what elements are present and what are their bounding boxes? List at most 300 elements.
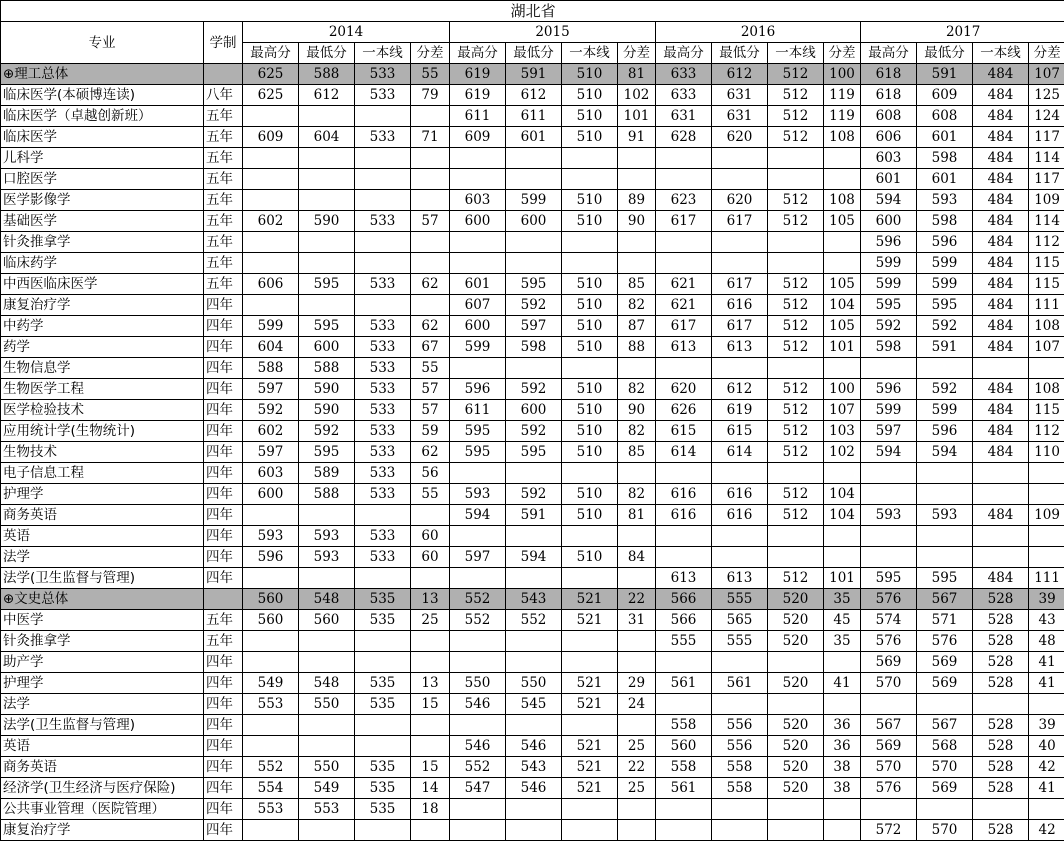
duration-cell: 四年 <box>204 694 243 715</box>
min-score-cell: 567 <box>917 589 973 610</box>
table-row <box>1 610 1064 631</box>
max-score-cell: 633 <box>656 85 712 106</box>
score-diff-cell <box>411 736 450 757</box>
score-diff-cell: 35 <box>824 631 861 652</box>
max-score-cell <box>450 526 506 547</box>
tier1-line-cell: 484 <box>973 127 1029 148</box>
score-diff-cell: 62 <box>411 442 450 463</box>
score-diff-cell: 25 <box>618 778 656 799</box>
metric-header-line: 一本线 <box>973 43 1029 64</box>
tier1-line-cell: 533 <box>355 274 411 295</box>
max-score-cell: 553 <box>243 694 299 715</box>
score-diff-cell <box>824 463 861 484</box>
duration-cell: 四年 <box>204 358 243 379</box>
min-score-cell: 588 <box>299 358 355 379</box>
score-diff-cell: 104 <box>824 484 861 505</box>
min-score-cell: 552 <box>506 610 562 631</box>
min-score-cell: 600 <box>506 400 562 421</box>
max-score-cell: 599 <box>243 316 299 337</box>
score-diff-cell <box>618 820 656 841</box>
tier1-line-cell: 521 <box>562 757 618 778</box>
major-header: 专业 <box>1 22 204 64</box>
max-score-cell: 619 <box>450 64 506 85</box>
duration-cell: 四年 <box>204 652 243 673</box>
max-score-cell: 633 <box>656 64 712 85</box>
score-diff-cell: 62 <box>411 274 450 295</box>
score-diff-cell <box>1029 358 1064 379</box>
min-score-cell <box>506 652 562 673</box>
tier1-line-cell: 512 <box>768 211 824 232</box>
tier1-line-cell: 528 <box>973 631 1029 652</box>
tier1-line-cell: 533 <box>355 358 411 379</box>
major-name: 康复治疗学 <box>1 295 204 316</box>
min-score-cell: 595 <box>299 442 355 463</box>
max-score-cell <box>450 463 506 484</box>
max-score-cell: 601 <box>861 169 917 190</box>
max-score-cell <box>450 148 506 169</box>
tier1-line-cell <box>768 799 824 820</box>
tier1-line-cell: 533 <box>355 400 411 421</box>
duration-cell: 四年 <box>204 547 243 568</box>
tier1-line-cell <box>768 253 824 274</box>
score-diff-cell <box>411 820 450 841</box>
max-score-cell: 611 <box>450 400 506 421</box>
max-score-cell <box>243 169 299 190</box>
duration-cell: 五年 <box>204 232 243 253</box>
max-score-cell <box>243 148 299 169</box>
max-score-cell <box>243 568 299 589</box>
max-score-cell <box>861 484 917 505</box>
min-score-cell: 631 <box>712 106 768 127</box>
max-score-cell <box>861 694 917 715</box>
max-score-cell: 618 <box>861 64 917 85</box>
max-score-cell <box>450 232 506 253</box>
score-diff-cell: 85 <box>618 274 656 295</box>
min-score-cell <box>917 799 973 820</box>
major-name: 医学检验技术 <box>1 400 204 421</box>
tier1-line-cell: 520 <box>768 610 824 631</box>
max-score-cell: 600 <box>861 211 917 232</box>
max-score-cell: 558 <box>656 715 712 736</box>
major-name: 电子信息工程 <box>1 463 204 484</box>
tier1-line-cell: 510 <box>562 400 618 421</box>
min-score-cell: 591 <box>506 505 562 526</box>
max-score-cell: 609 <box>450 127 506 148</box>
min-score-cell <box>299 232 355 253</box>
min-score-cell <box>917 463 973 484</box>
score-diff-cell: 25 <box>618 736 656 757</box>
metric-header-line: 一本线 <box>768 43 824 64</box>
score-diff-cell <box>411 652 450 673</box>
max-score-cell: 567 <box>861 715 917 736</box>
score-diff-cell: 71 <box>411 127 450 148</box>
major-name: 公共事业管理（医院管理） <box>1 799 204 820</box>
score-diff-cell: 112 <box>1029 421 1064 442</box>
score-diff-cell: 60 <box>411 547 450 568</box>
table-row <box>1 715 1064 736</box>
score-diff-cell: 115 <box>1029 400 1064 421</box>
max-score-cell: 606 <box>861 127 917 148</box>
score-diff-cell: 103 <box>824 421 861 442</box>
min-score-cell <box>712 526 768 547</box>
min-score-cell: 601 <box>506 127 562 148</box>
min-score-cell: 589 <box>299 463 355 484</box>
max-score-cell: 594 <box>861 190 917 211</box>
score-diff-cell: 56 <box>411 463 450 484</box>
score-diff-cell: 57 <box>411 211 450 232</box>
table-row <box>1 337 1064 358</box>
major-name: 生物信息学 <box>1 358 204 379</box>
max-score-cell: 552 <box>243 757 299 778</box>
tier1-line-cell: 512 <box>768 64 824 85</box>
year-header-2014: 2014 <box>243 22 450 43</box>
min-score-cell <box>299 652 355 673</box>
table-row <box>1 169 1064 190</box>
major-name: 法学 <box>1 547 204 568</box>
tier1-line-cell: 510 <box>562 484 618 505</box>
tier1-line-cell <box>562 652 618 673</box>
table-row <box>1 421 1064 442</box>
score-diff-cell: 104 <box>824 295 861 316</box>
score-diff-cell: 110 <box>1029 442 1064 463</box>
score-diff-cell: 67 <box>411 337 450 358</box>
tier1-line-cell: 484 <box>973 64 1029 85</box>
score-diff-cell: 107 <box>824 400 861 421</box>
max-score-cell: 576 <box>861 631 917 652</box>
table-row <box>1 694 1064 715</box>
min-score-cell: 548 <box>299 589 355 610</box>
min-score-cell: 611 <box>506 106 562 127</box>
min-score-cell <box>506 148 562 169</box>
score-diff-cell: 119 <box>824 106 861 127</box>
min-score-cell: 546 <box>506 736 562 757</box>
score-diff-cell: 101 <box>824 568 861 589</box>
tier1-line-cell: 512 <box>768 400 824 421</box>
min-score-cell: 561 <box>712 673 768 694</box>
score-diff-cell: 82 <box>618 421 656 442</box>
score-diff-cell <box>824 547 861 568</box>
min-score-cell: 597 <box>506 316 562 337</box>
min-score-cell: 616 <box>712 505 768 526</box>
max-score-cell: 597 <box>243 379 299 400</box>
score-diff-cell: 108 <box>1029 316 1064 337</box>
max-score-cell <box>243 253 299 274</box>
duration-cell: 四年 <box>204 820 243 841</box>
max-score-cell: 595 <box>450 421 506 442</box>
tier1-line-cell: 528 <box>973 673 1029 694</box>
score-diff-cell: 79 <box>411 85 450 106</box>
tier1-line-cell: 521 <box>562 778 618 799</box>
tier1-line-cell <box>973 547 1029 568</box>
table-row <box>1 148 1064 169</box>
max-score-cell: 596 <box>450 379 506 400</box>
score-diff-cell: 59 <box>411 421 450 442</box>
min-score-cell: 599 <box>917 253 973 274</box>
major-name: 临床医学(本硕博连读) <box>1 85 204 106</box>
max-score-cell <box>243 652 299 673</box>
min-score-cell: 556 <box>712 715 768 736</box>
tier1-line-cell <box>768 694 824 715</box>
max-score-cell: 620 <box>656 379 712 400</box>
max-score-cell <box>656 820 712 841</box>
tier1-line-cell: 533 <box>355 85 411 106</box>
min-score-cell <box>506 253 562 274</box>
max-score-cell: 566 <box>656 610 712 631</box>
min-score-cell: 569 <box>917 652 973 673</box>
min-score-cell: 600 <box>299 337 355 358</box>
max-score-cell: 588 <box>243 358 299 379</box>
max-score-cell <box>861 526 917 547</box>
tier1-line-cell: 520 <box>768 589 824 610</box>
tier1-line-cell <box>355 253 411 274</box>
max-score-cell: 619 <box>450 85 506 106</box>
duration-cell: 四年 <box>204 421 243 442</box>
major-name: 康复治疗学 <box>1 820 204 841</box>
tier1-line-cell <box>562 169 618 190</box>
tier1-line-cell: 535 <box>355 778 411 799</box>
score-diff-cell: 90 <box>618 400 656 421</box>
max-score-cell: 558 <box>656 757 712 778</box>
tier1-line-cell: 510 <box>562 274 618 295</box>
min-score-cell: 595 <box>299 274 355 295</box>
score-diff-cell: 41 <box>824 673 861 694</box>
min-score-cell: 616 <box>712 295 768 316</box>
max-score-cell: 626 <box>656 400 712 421</box>
score-diff-cell: 39 <box>1029 589 1064 610</box>
max-score-cell <box>656 463 712 484</box>
max-score-cell: 617 <box>656 211 712 232</box>
metric-header-diff: 分差 <box>618 43 656 64</box>
tier1-line-cell: 528 <box>973 736 1029 757</box>
score-diff-cell: 88 <box>618 337 656 358</box>
score-diff-cell <box>824 148 861 169</box>
tier1-line-cell: 512 <box>768 484 824 505</box>
tier1-line-cell: 512 <box>768 274 824 295</box>
min-score-cell <box>917 358 973 379</box>
duration-cell: 四年 <box>204 463 243 484</box>
min-score-cell: 593 <box>917 505 973 526</box>
tier1-line-cell <box>973 799 1029 820</box>
summary-label: ⊕文史总体 <box>1 589 204 610</box>
duration-cell: 四年 <box>204 316 243 337</box>
min-score-cell <box>299 631 355 652</box>
major-name: 临床医学（卓越创新班） <box>1 106 204 127</box>
tier1-line-cell: 484 <box>973 421 1029 442</box>
max-score-cell: 631 <box>656 106 712 127</box>
province-title: 湖北省 <box>1 1 1064 22</box>
duration-cell: 五年 <box>204 127 243 148</box>
tier1-line-cell: 484 <box>973 316 1029 337</box>
score-diff-cell <box>411 190 450 211</box>
tier1-line-cell: 512 <box>768 442 824 463</box>
duration-cell: 五年 <box>204 190 243 211</box>
tier1-line-cell <box>355 190 411 211</box>
min-score-cell: 591 <box>917 337 973 358</box>
min-score-cell: 576 <box>917 631 973 652</box>
score-diff-cell: 90 <box>618 211 656 232</box>
score-diff-cell: 114 <box>1029 211 1064 232</box>
max-score-cell <box>243 505 299 526</box>
max-score-cell: 602 <box>243 211 299 232</box>
max-score-cell: 593 <box>243 526 299 547</box>
min-score-cell: 596 <box>917 421 973 442</box>
min-score-cell: 555 <box>712 631 768 652</box>
metric-header-line: 一本线 <box>562 43 618 64</box>
min-score-cell: 617 <box>712 316 768 337</box>
min-score-cell: 546 <box>506 778 562 799</box>
score-diff-cell: 57 <box>411 400 450 421</box>
max-score-cell <box>861 463 917 484</box>
metric-header-diff: 分差 <box>824 43 861 64</box>
min-score-cell <box>712 547 768 568</box>
tier1-line-cell: 484 <box>973 253 1029 274</box>
tier1-line-cell <box>562 568 618 589</box>
table-row <box>1 442 1064 463</box>
tier1-line-cell: 512 <box>768 85 824 106</box>
major-name: 生物技术 <box>1 442 204 463</box>
max-score-cell <box>861 799 917 820</box>
metric-header-min: 最低分 <box>506 43 562 64</box>
min-score-cell: 620 <box>712 190 768 211</box>
score-diff-cell <box>618 148 656 169</box>
score-diff-cell: 43 <box>1029 610 1064 631</box>
max-score-cell: 600 <box>450 211 506 232</box>
duration-cell <box>204 64 243 85</box>
tier1-line-cell: 535 <box>355 673 411 694</box>
duration-cell: 八年 <box>204 85 243 106</box>
duration-cell: 五年 <box>204 274 243 295</box>
score-diff-cell: 102 <box>618 85 656 106</box>
major-name: 针灸推拿学 <box>1 232 204 253</box>
table-row <box>1 316 1064 337</box>
tier1-line-cell: 533 <box>355 463 411 484</box>
duration-cell: 四年 <box>204 295 243 316</box>
min-score-cell <box>299 505 355 526</box>
max-score-cell: 561 <box>656 778 712 799</box>
min-score-cell <box>917 694 973 715</box>
min-score-cell: 571 <box>917 610 973 631</box>
max-score-cell: 560 <box>243 610 299 631</box>
duration-cell <box>204 589 243 610</box>
max-score-cell: 552 <box>450 589 506 610</box>
score-diff-cell: 41 <box>1029 673 1064 694</box>
major-name: 英语 <box>1 736 204 757</box>
max-score-cell: 621 <box>656 295 712 316</box>
score-diff-cell: 55 <box>411 64 450 85</box>
min-score-cell <box>712 799 768 820</box>
duration-cell: 五年 <box>204 631 243 652</box>
table-row <box>1 673 1064 694</box>
min-score-cell: 560 <box>299 610 355 631</box>
min-score-cell: 543 <box>506 757 562 778</box>
score-diff-cell <box>824 169 861 190</box>
metric-header-max: 最高分 <box>450 43 506 64</box>
tier1-line-cell: 528 <box>973 589 1029 610</box>
max-score-cell: 546 <box>450 694 506 715</box>
min-score-cell: 599 <box>917 274 973 295</box>
score-diff-cell: 117 <box>1029 169 1064 190</box>
score-diff-cell <box>618 526 656 547</box>
max-score-cell: 602 <box>243 421 299 442</box>
min-score-cell: 553 <box>299 799 355 820</box>
table-row <box>1 736 1064 757</box>
max-score-cell: 614 <box>656 442 712 463</box>
score-diff-cell <box>824 694 861 715</box>
score-diff-cell <box>618 253 656 274</box>
min-score-cell: 545 <box>506 694 562 715</box>
score-diff-cell <box>824 253 861 274</box>
tier1-line-cell: 484 <box>973 274 1029 295</box>
table-row <box>1 463 1064 484</box>
score-diff-cell: 39 <box>1029 715 1064 736</box>
min-score-cell <box>299 715 355 736</box>
tier1-line-cell: 512 <box>768 106 824 127</box>
tier1-line-cell: 520 <box>768 715 824 736</box>
max-score-cell: 599 <box>450 337 506 358</box>
min-score-cell: 565 <box>712 610 768 631</box>
score-diff-cell <box>618 799 656 820</box>
min-score-cell: 599 <box>917 400 973 421</box>
score-diff-cell <box>1029 484 1064 505</box>
table-row <box>1 253 1064 274</box>
min-score-cell: 555 <box>712 589 768 610</box>
max-score-cell: 607 <box>450 295 506 316</box>
score-diff-cell: 101 <box>618 106 656 127</box>
tier1-line-cell: 512 <box>768 337 824 358</box>
score-diff-cell: 81 <box>618 64 656 85</box>
tier1-line-cell <box>355 736 411 757</box>
score-diff-cell: 29 <box>618 673 656 694</box>
tier1-line-cell: 521 <box>562 673 618 694</box>
table-row <box>1 379 1064 400</box>
tier1-line-cell <box>562 799 618 820</box>
min-score-cell: 549 <box>299 778 355 799</box>
score-diff-cell: 14 <box>411 778 450 799</box>
score-diff-cell: 125 <box>1029 85 1064 106</box>
min-score-cell: 601 <box>917 169 973 190</box>
max-score-cell <box>243 715 299 736</box>
max-score-cell <box>656 148 712 169</box>
metric-header-min: 最低分 <box>299 43 355 64</box>
metric-header-max: 最高分 <box>656 43 712 64</box>
min-score-cell <box>506 820 562 841</box>
min-score-cell: 604 <box>299 127 355 148</box>
min-score-cell: 550 <box>299 757 355 778</box>
tier1-line-cell: 535 <box>355 610 411 631</box>
tier1-line-cell: 533 <box>355 442 411 463</box>
tier1-line-cell <box>768 148 824 169</box>
metric-header-min: 最低分 <box>712 43 768 64</box>
max-score-cell: 616 <box>656 484 712 505</box>
max-score-cell: 599 <box>861 274 917 295</box>
min-score-cell: 596 <box>917 232 973 253</box>
min-score-cell: 568 <box>917 736 973 757</box>
tier1-line-cell: 528 <box>973 715 1029 736</box>
max-score-cell: 628 <box>656 127 712 148</box>
tier1-line-cell <box>355 568 411 589</box>
min-score-cell: 631 <box>712 85 768 106</box>
tier1-line-cell: 533 <box>355 421 411 442</box>
table-row <box>1 484 1064 505</box>
score-diff-cell <box>1029 547 1064 568</box>
tier1-line-cell <box>355 148 411 169</box>
tier1-line-cell <box>768 547 824 568</box>
score-diff-cell: 109 <box>1029 190 1064 211</box>
score-diff-cell: 62 <box>411 316 450 337</box>
metric-header-min: 最低分 <box>917 43 973 64</box>
major-name: 中西医临床医学 <box>1 274 204 295</box>
max-score-cell: 608 <box>861 106 917 127</box>
